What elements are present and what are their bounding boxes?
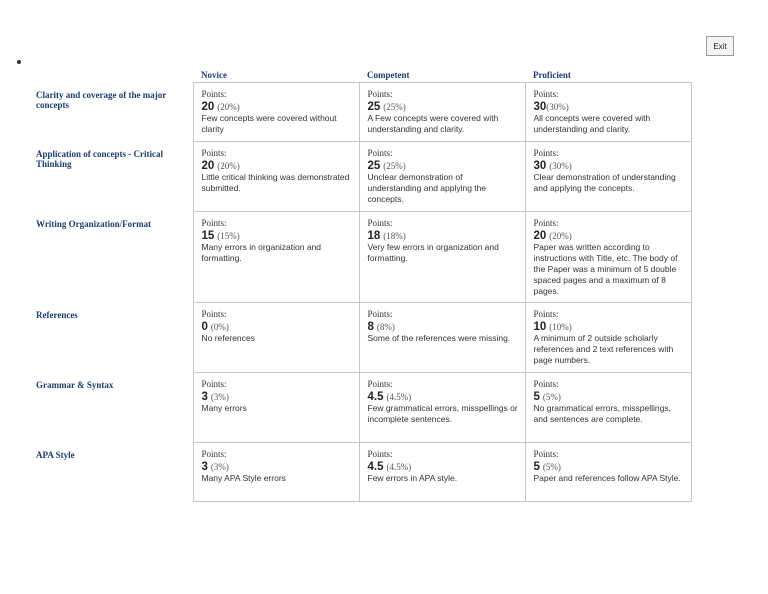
criterion-label: APA Style xyxy=(32,443,193,502)
list-bullet xyxy=(17,60,21,64)
points-value: 30 xyxy=(533,100,547,113)
points-percent: (3%) xyxy=(210,461,229,472)
rubric-cell xyxy=(525,83,691,142)
rubric-header-blank xyxy=(32,67,193,83)
points-label: Points: xyxy=(201,379,227,389)
points-value: 4.5 xyxy=(367,390,384,403)
points-percent: (25%) xyxy=(383,160,406,171)
points-label: Points: xyxy=(533,218,559,228)
points-label: Points: xyxy=(533,309,559,319)
points-value: 25 xyxy=(367,159,381,172)
column-header-proficient: Proficient xyxy=(525,67,691,83)
rubric-cell xyxy=(359,303,525,373)
points-label: Points: xyxy=(367,309,393,319)
points-percent: (18%) xyxy=(383,230,406,241)
points-value: 18 xyxy=(367,229,381,242)
points-percent: (30%) xyxy=(549,160,572,171)
rubric-cell xyxy=(193,83,359,142)
rubric-cell xyxy=(525,303,691,373)
points-percent: (20%) xyxy=(549,230,572,241)
rubric-cell xyxy=(193,443,359,502)
rubric-row xyxy=(32,373,691,443)
points-percent: (15%) xyxy=(217,230,240,241)
points-label: Points: xyxy=(201,89,227,99)
cell-description: Few grammatical errors, misspellings or incomplete sentences. xyxy=(367,403,518,425)
points-label: Points: xyxy=(367,379,393,389)
points-label: Points: xyxy=(533,379,559,389)
points-percent: (0%) xyxy=(210,321,229,332)
points-value: 20 xyxy=(533,229,547,242)
points-percent: (10%) xyxy=(549,321,572,332)
cell-description: A minimum of 2 outside scholarly references and 2 text references with page numbers. xyxy=(533,333,674,365)
rubric-cell xyxy=(359,142,525,212)
points-percent: (25%) xyxy=(383,101,406,112)
rubric-cell xyxy=(525,142,691,212)
points-value: 0 xyxy=(201,320,208,333)
criterion-label: References xyxy=(32,303,193,373)
cell-description: Little critical thinking was demonstrated submitted. xyxy=(201,172,350,194)
points-label: Points: xyxy=(367,218,393,228)
cell-description: A Few concepts were covered with understanding and clarity. xyxy=(367,113,499,135)
points-percent: (5%) xyxy=(542,391,561,402)
points-value: 3 xyxy=(201,460,208,473)
cell-description: Unclear demonstration of understanding and applying the concepts. xyxy=(367,172,487,204)
points-label: Points: xyxy=(533,89,559,99)
points-value: 15 xyxy=(201,229,215,242)
rubric-cell xyxy=(359,212,525,303)
rubric-cell xyxy=(359,373,525,443)
cell-description: Paper was written according to instructions with Title, etc. The body of the Paper was a minimum of 5 double spaced pages and a maximum of 8 pages. xyxy=(533,242,678,296)
cell-description: Many APA Style errors xyxy=(201,473,286,484)
points-value: 20 xyxy=(201,159,215,172)
points-value: 30 xyxy=(533,159,547,172)
points-percent: (4.5%) xyxy=(386,461,412,472)
points-label: Points: xyxy=(533,449,559,459)
rubric-row xyxy=(32,83,691,142)
points-label: Points: xyxy=(201,148,227,158)
rubric-cell xyxy=(525,373,691,443)
rubric-cell xyxy=(525,443,691,502)
points-label: Points: xyxy=(201,218,227,228)
rubric-cell xyxy=(359,443,525,502)
exit-button[interactable]: Exit xyxy=(706,36,734,56)
points-percent: (8%) xyxy=(376,321,395,332)
rubric-row xyxy=(32,303,691,373)
points-percent: (30%) xyxy=(546,101,569,112)
points-label: Points: xyxy=(201,309,227,319)
rubric-row xyxy=(32,212,691,303)
criterion-label: Clarity and coverage of the major concepts xyxy=(32,83,193,142)
cell-description: Many errors in organization and formatting. xyxy=(201,242,322,264)
cell-description: Few errors in APA style. xyxy=(367,473,458,484)
rubric-cell xyxy=(193,212,359,303)
rubric-row xyxy=(32,443,691,502)
points-value: 3 xyxy=(201,390,208,403)
points-percent: (4.5%) xyxy=(386,391,412,402)
rubric-cell xyxy=(193,142,359,212)
criterion-label: Application of concepts - Critical Thinking xyxy=(32,142,193,212)
points-percent: (5%) xyxy=(542,461,561,472)
points-value: 4.5 xyxy=(367,460,384,473)
cell-description: Some of the references were missing. xyxy=(367,333,511,344)
rubric-row xyxy=(32,142,691,212)
points-percent: (20%) xyxy=(217,101,240,112)
points-value: 25 xyxy=(367,100,381,113)
points-label: Points: xyxy=(367,89,393,99)
rubric-table xyxy=(32,67,692,502)
cell-description: No grammatical errors, misspellings, and sentences are complete. xyxy=(533,403,671,425)
points-label: Points: xyxy=(533,148,559,158)
cell-description: Very few errors in organization and formatting. xyxy=(367,242,499,264)
criterion-label: Writing Organization/Format xyxy=(32,212,193,303)
criterion-label: Grammar & Syntax xyxy=(32,373,193,443)
points-label: Points: xyxy=(367,449,393,459)
rubric-cell xyxy=(193,303,359,373)
points-percent: (20%) xyxy=(217,160,240,171)
column-header-competent: Competent xyxy=(359,67,525,83)
points-percent: (3%) xyxy=(210,391,229,402)
cell-description: Paper and references follow APA Style. xyxy=(533,473,681,484)
points-value: 10 xyxy=(533,320,547,333)
cell-description: All concepts were covered with understanding and clarity. xyxy=(533,113,651,135)
points-value: 8 xyxy=(367,320,374,333)
cell-description: Many errors xyxy=(201,403,247,414)
column-header-novice: Novice xyxy=(193,67,359,83)
points-value: 5 xyxy=(533,460,540,473)
points-value: 5 xyxy=(533,390,540,403)
cell-description: No references xyxy=(201,333,255,344)
rubric-cell xyxy=(193,373,359,443)
cell-description: Few concepts were covered without clarity xyxy=(201,113,337,135)
points-value: 20 xyxy=(201,100,215,113)
points-label: Points: xyxy=(367,148,393,158)
points-label: Points: xyxy=(201,449,227,459)
rubric-cell xyxy=(525,212,691,303)
rubric-header-row xyxy=(32,67,691,83)
cell-description: Clear demonstration of understanding and applying the concepts. xyxy=(533,172,676,194)
rubric-cell xyxy=(359,83,525,142)
